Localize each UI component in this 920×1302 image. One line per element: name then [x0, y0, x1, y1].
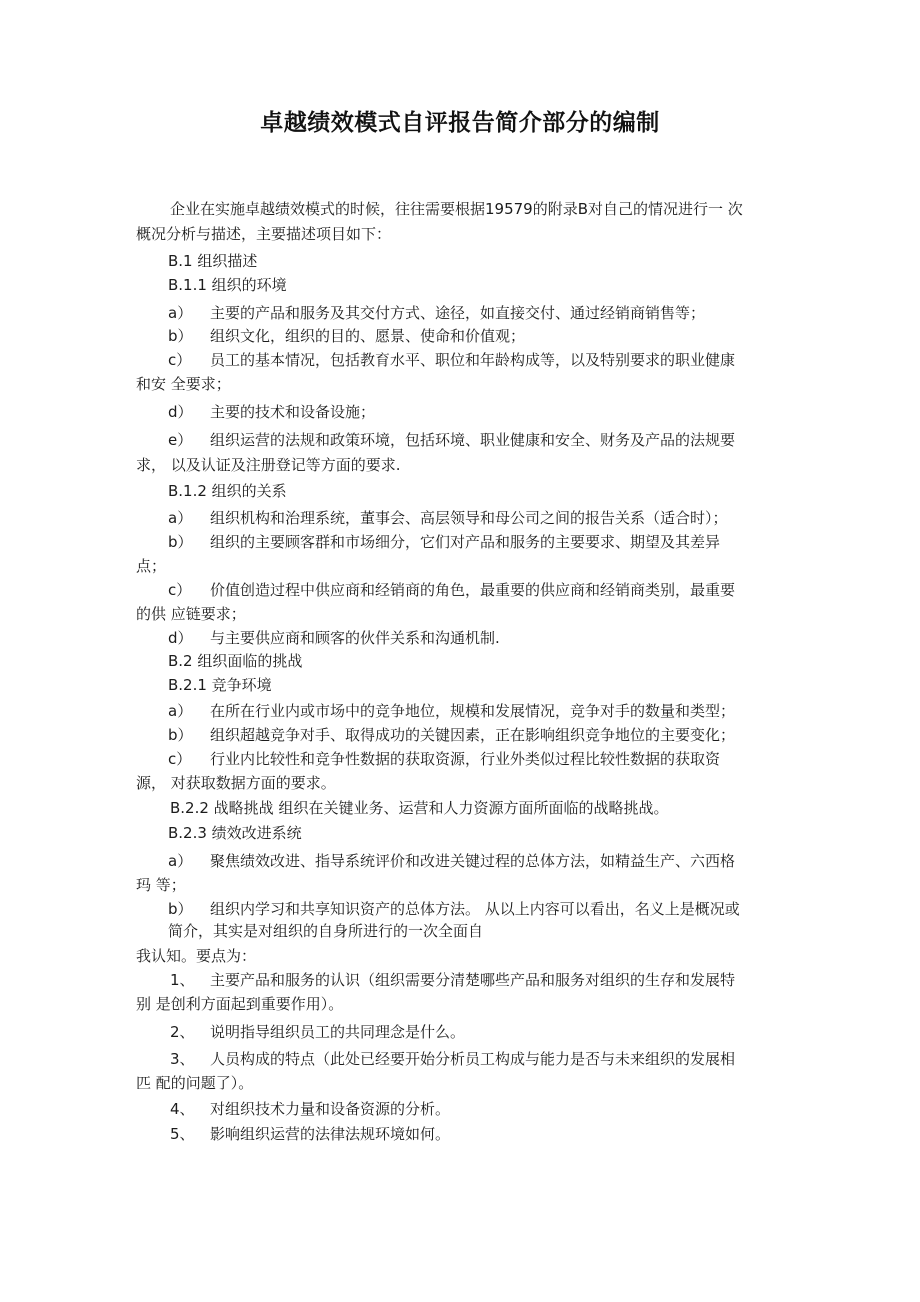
list-item-text: 组织的主要顾客群和市场细分，它们对产品和服务的主要要求、期望及其差异: [210, 533, 721, 551]
list-marker: b）: [168, 726, 193, 744]
section-heading-b1: B.1 组织描述: [168, 252, 258, 270]
list-marker: e）: [168, 431, 193, 449]
list-item-continuation: 简介，其实是对组织的自身所进行的一次全面自: [168, 922, 484, 940]
point-number: 2、: [170, 1023, 195, 1041]
point-text: 说明指导组织员工的共同理念是什么。: [210, 1023, 466, 1041]
list-item-text: 组织超越竞争对手、取得成功的关键因素，正在影响组织竞争地位的主要变化；: [210, 726, 736, 744]
list-marker: a）: [168, 304, 193, 322]
list-item-text: 聚焦绩效改进、指导系统评价和改进关键过程的总体方法，如精益生产、六西格: [210, 852, 736, 870]
summary-lead: 我认知。要点为：: [136, 947, 257, 965]
list-marker: b）: [168, 327, 193, 345]
point-text: 对组织技术力量和设备资源的分析。: [210, 1100, 451, 1118]
list-item-text: 组织运营的法规和政策环境，包括环境、职业健康和安全、财务及产品的法规要: [210, 431, 736, 449]
list-marker: b）: [168, 533, 193, 551]
section-heading-b2: B.2 组织面临的挑战: [168, 652, 303, 670]
list-marker: c）: [168, 351, 192, 369]
point-number: 3、: [170, 1050, 195, 1068]
point-continuation: 别 是创利方面起到重要作用）。: [136, 995, 344, 1013]
list-item-continuation: 的供 应链要求；: [136, 605, 246, 623]
list-item-continuation: 点；: [136, 557, 167, 575]
list-item-text: 在所在行业内或市场中的竞争地位，规模和发展情况，竞争对手的数量和类型；: [210, 702, 736, 720]
list-item-continuation: 求， 以及认证及注册登记等方面的要求.: [136, 456, 401, 474]
point-number: 5、: [170, 1125, 195, 1143]
list-marker: a）: [168, 509, 193, 527]
point-text: 人员构成的特点（此处已经要开始分析员工构成与能力是否与未来组织的发展相: [210, 1050, 736, 1068]
list-item-continuation: 源， 对获取数据方面的要求。: [136, 774, 336, 792]
list-item-text: 价值创造过程中供应商和经销商的角色，最重要的供应商和经销商类别，最重要: [210, 581, 736, 599]
point-number: 4、: [170, 1100, 195, 1118]
document-title: 卓越绩效模式自评报告简介部分的编制: [260, 110, 660, 136]
list-item-text: 组织文化，组织的目的、愿景、使命和价值观；: [210, 327, 526, 345]
list-marker: c）: [168, 750, 192, 768]
list-item-text: 行业内比较性和竞争性数据的获取资源，行业外类似过程比较性数据的获取资: [210, 750, 721, 768]
point-text: 影响组织运营的法律法规环境如何。: [210, 1125, 451, 1143]
list-marker: a）: [168, 702, 193, 720]
list-marker: d）: [168, 629, 193, 647]
list-item-text: 主要的产品和服务及其交付方式、途径，如直接交付、通过经销商销售等；: [210, 304, 706, 322]
section-heading-b21: B.2.1 竞争环境: [168, 676, 272, 694]
point-text: 主要产品和服务的认识（组织需要分清楚哪些产品和服务对组织的生存和发展特: [210, 971, 736, 989]
list-item-text: 与主要供应商和顾客的伙伴关系和沟通机制.: [210, 629, 500, 647]
intro-line-2: 概况分析与描述，主要描述项目如下：: [136, 225, 392, 243]
list-item-text: 员工的基本情况，包括教育水平、职位和年龄构成等，以及特别要求的职业健康: [210, 351, 736, 369]
intro-line-1: 企业在实施卓越绩效模式的时候，往往需要根据19579的附录B对自己的情况进行一 次: [170, 200, 743, 218]
section-b22-strategic-challenges: B.2.2 战略挑战 组织在关键业务、运营和人力资源方面所面临的战略挑战。: [170, 799, 669, 817]
list-item-text: 组织内学习和共享知识资产的总体方法。 从以上内容可以看出，名义上是概况或: [210, 900, 740, 918]
list-item-text: 组织机构和治理系统，董事会、高层领导和母公司之间的报告关系（适合时）；: [210, 509, 728, 527]
section-heading-b11: B.1.1 组织的环境: [168, 276, 287, 294]
point-number: 1、: [170, 971, 195, 989]
list-marker: d）: [168, 403, 193, 421]
section-heading-b12: B.1.2 组织的关系: [168, 482, 287, 500]
section-heading-b23: B.2.3 绩效改进系统: [168, 824, 302, 842]
list-item-text: 主要的技术和设备设施；: [210, 403, 376, 421]
point-continuation: 匹 配的问题了）。: [136, 1074, 254, 1092]
list-marker: a）: [168, 852, 193, 870]
list-marker: b）: [168, 900, 193, 918]
list-item-continuation: 玛 等；: [136, 876, 186, 894]
list-item-continuation: 和安 全要求；: [136, 375, 231, 393]
list-marker: c）: [168, 581, 192, 599]
